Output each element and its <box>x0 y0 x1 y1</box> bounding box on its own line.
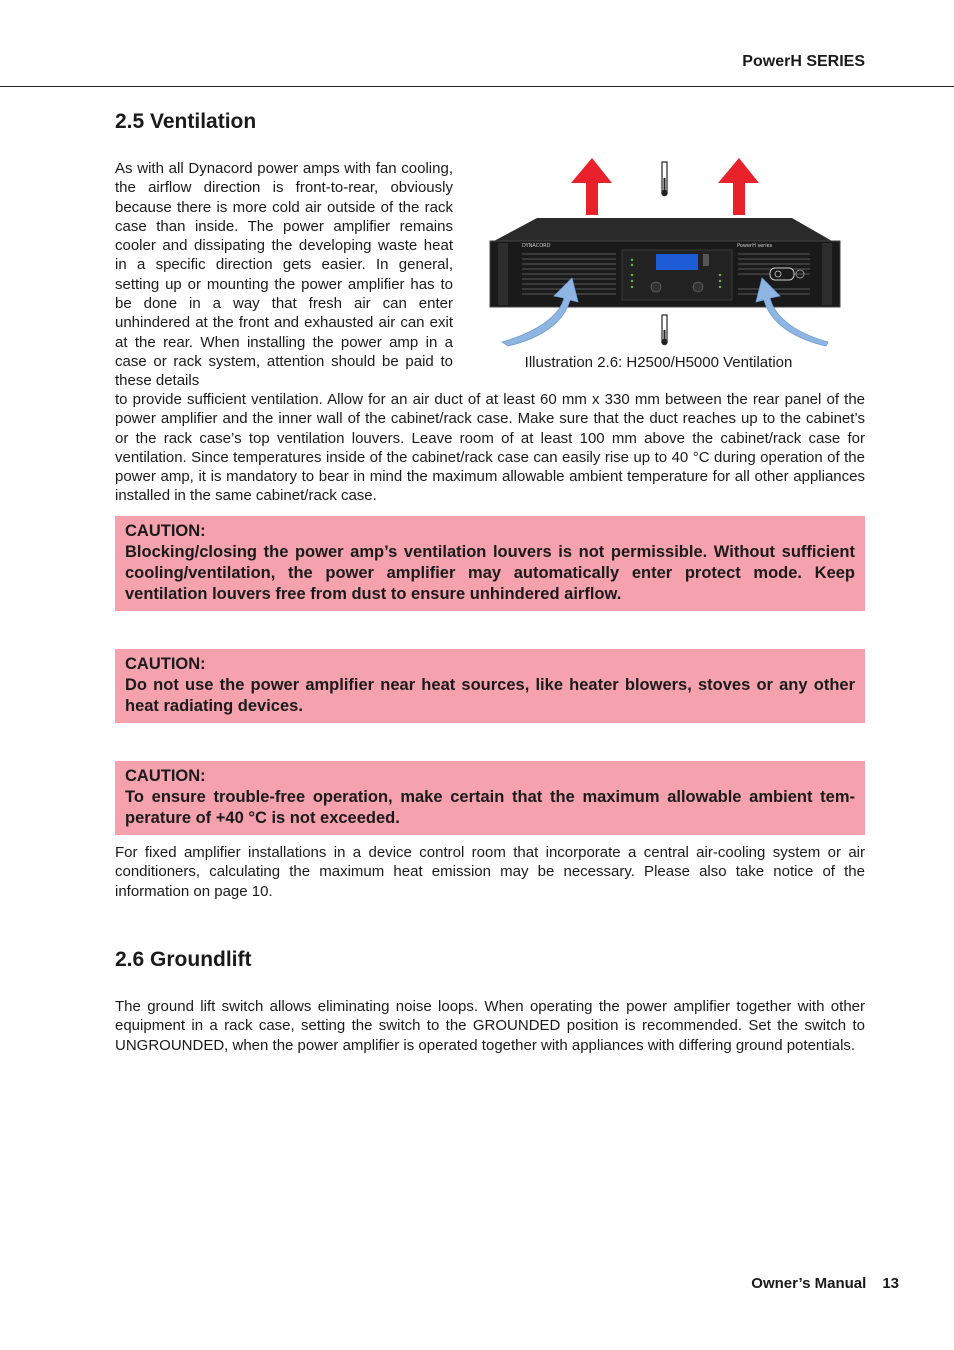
ventilation-illustration <box>480 150 850 355</box>
exhaust-arrow-left <box>571 158 612 215</box>
exhaust-arrow-right <box>718 158 759 215</box>
gain-knob-a <box>651 282 661 292</box>
thermometer-bottom-icon <box>661 315 667 345</box>
caution-text: Do not use the power amplifier near heat sources, like heater blowers, stoves or any other heat radiating devices. <box>125 676 855 715</box>
series-title: PowerH SERIES <box>742 53 865 70</box>
header-divider <box>0 86 954 87</box>
caution-box <box>115 516 865 611</box>
caution-text: Blocking/closing the power amp’s ventilation louvers is not permissible. Without sufficient cooling/ventilation, the power amplifier may automatically enter protect mode. Keep ventilation louvers free from dust to ensure unhindered airflow. <box>125 543 855 603</box>
section-heading-groundlift: 2.6 Groundlift <box>115 948 252 971</box>
brand-label: DYNACORD <box>522 243 551 249</box>
ventilation-wrapped-paragraph: As with all Dynacord power amps with fan cooling, the airflow direction is front-to-rear, obviously because there is more cold air outside of the rack case than inside. The power amplifier remains cooler and dissipating the developing waste heat in a specific direction gets easier. In general, setting up or mounting the power amplifier has to be done in a way that fresh air can enter unhindered at the front and exhausted air can exit at the rear. When installing the power amp in a case or rack system, attention should be paid to these details <box>115 160 453 390</box>
figure-caption: Illustration 2.6: H2500/H5000 Ventilation <box>524 354 793 371</box>
ventilation-full-paragraph: to provide sufficient ventilation. Allow for an air duct of at least 60 mm x 330 mm between the rear panel of the power amplifier and the inner wall of the cabinet/rack case. Make sure that the duct reaches up to the cabinet’s or the rack case’s top ventilation louvers. Leave room of at least 100 mm above the cabinet/rack case for ventilation. Since temperatures inside of the cabinet/rack case can easily rise up to 40 °C during operation of the power amp, it is mandatory to bear in mind the maximum allowable ambient temperature for all other appliances installed in the same cabinet/rack case. <box>115 391 865 505</box>
page-number: 13 <box>882 1275 899 1292</box>
amplifier-ventilation-diagram <box>480 150 850 355</box>
caution-title: CAUTION: <box>125 767 206 785</box>
section-heading-ventilation: 2.5 Ventilation <box>115 110 257 133</box>
caution-text: To ensure trouble-free operation, make certain that the maximum allowable ambient tem-perature of +40 °C is not exceeded. <box>125 788 855 827</box>
footer-manual-label: Owner’s Manual <box>751 1275 867 1292</box>
groundlift-paragraph: The ground lift switch allows eliminating noise loops. When operating the power amplifier together with other equipment in a rack case, setting the switch to the GROUNDED position is recommended. Set the switch to UNGROUNDED, when the power amplifier is operated together with appliances with differing ground potentials. <box>115 998 865 1054</box>
display-screen <box>656 254 698 270</box>
page-footer <box>751 1275 899 1292</box>
power-switch <box>770 268 794 280</box>
amplifier-chassis <box>490 218 840 307</box>
caution-box <box>115 761 865 835</box>
gain-knob-b <box>693 282 703 292</box>
caution-title: CAUTION: <box>125 655 206 673</box>
air-cooling-paragraph: For fixed amplifier installations in a device control room that incorporate a central air-cooling system or air conditioners, calculating the maximum heat emission may be necessary. Please also take notice of the information on page 10. <box>115 844 865 900</box>
thermometer-top-icon <box>661 162 667 196</box>
series-label: PowerH series <box>737 243 773 249</box>
caution-title: CAUTION: <box>125 522 206 540</box>
caution-box <box>115 649 865 723</box>
